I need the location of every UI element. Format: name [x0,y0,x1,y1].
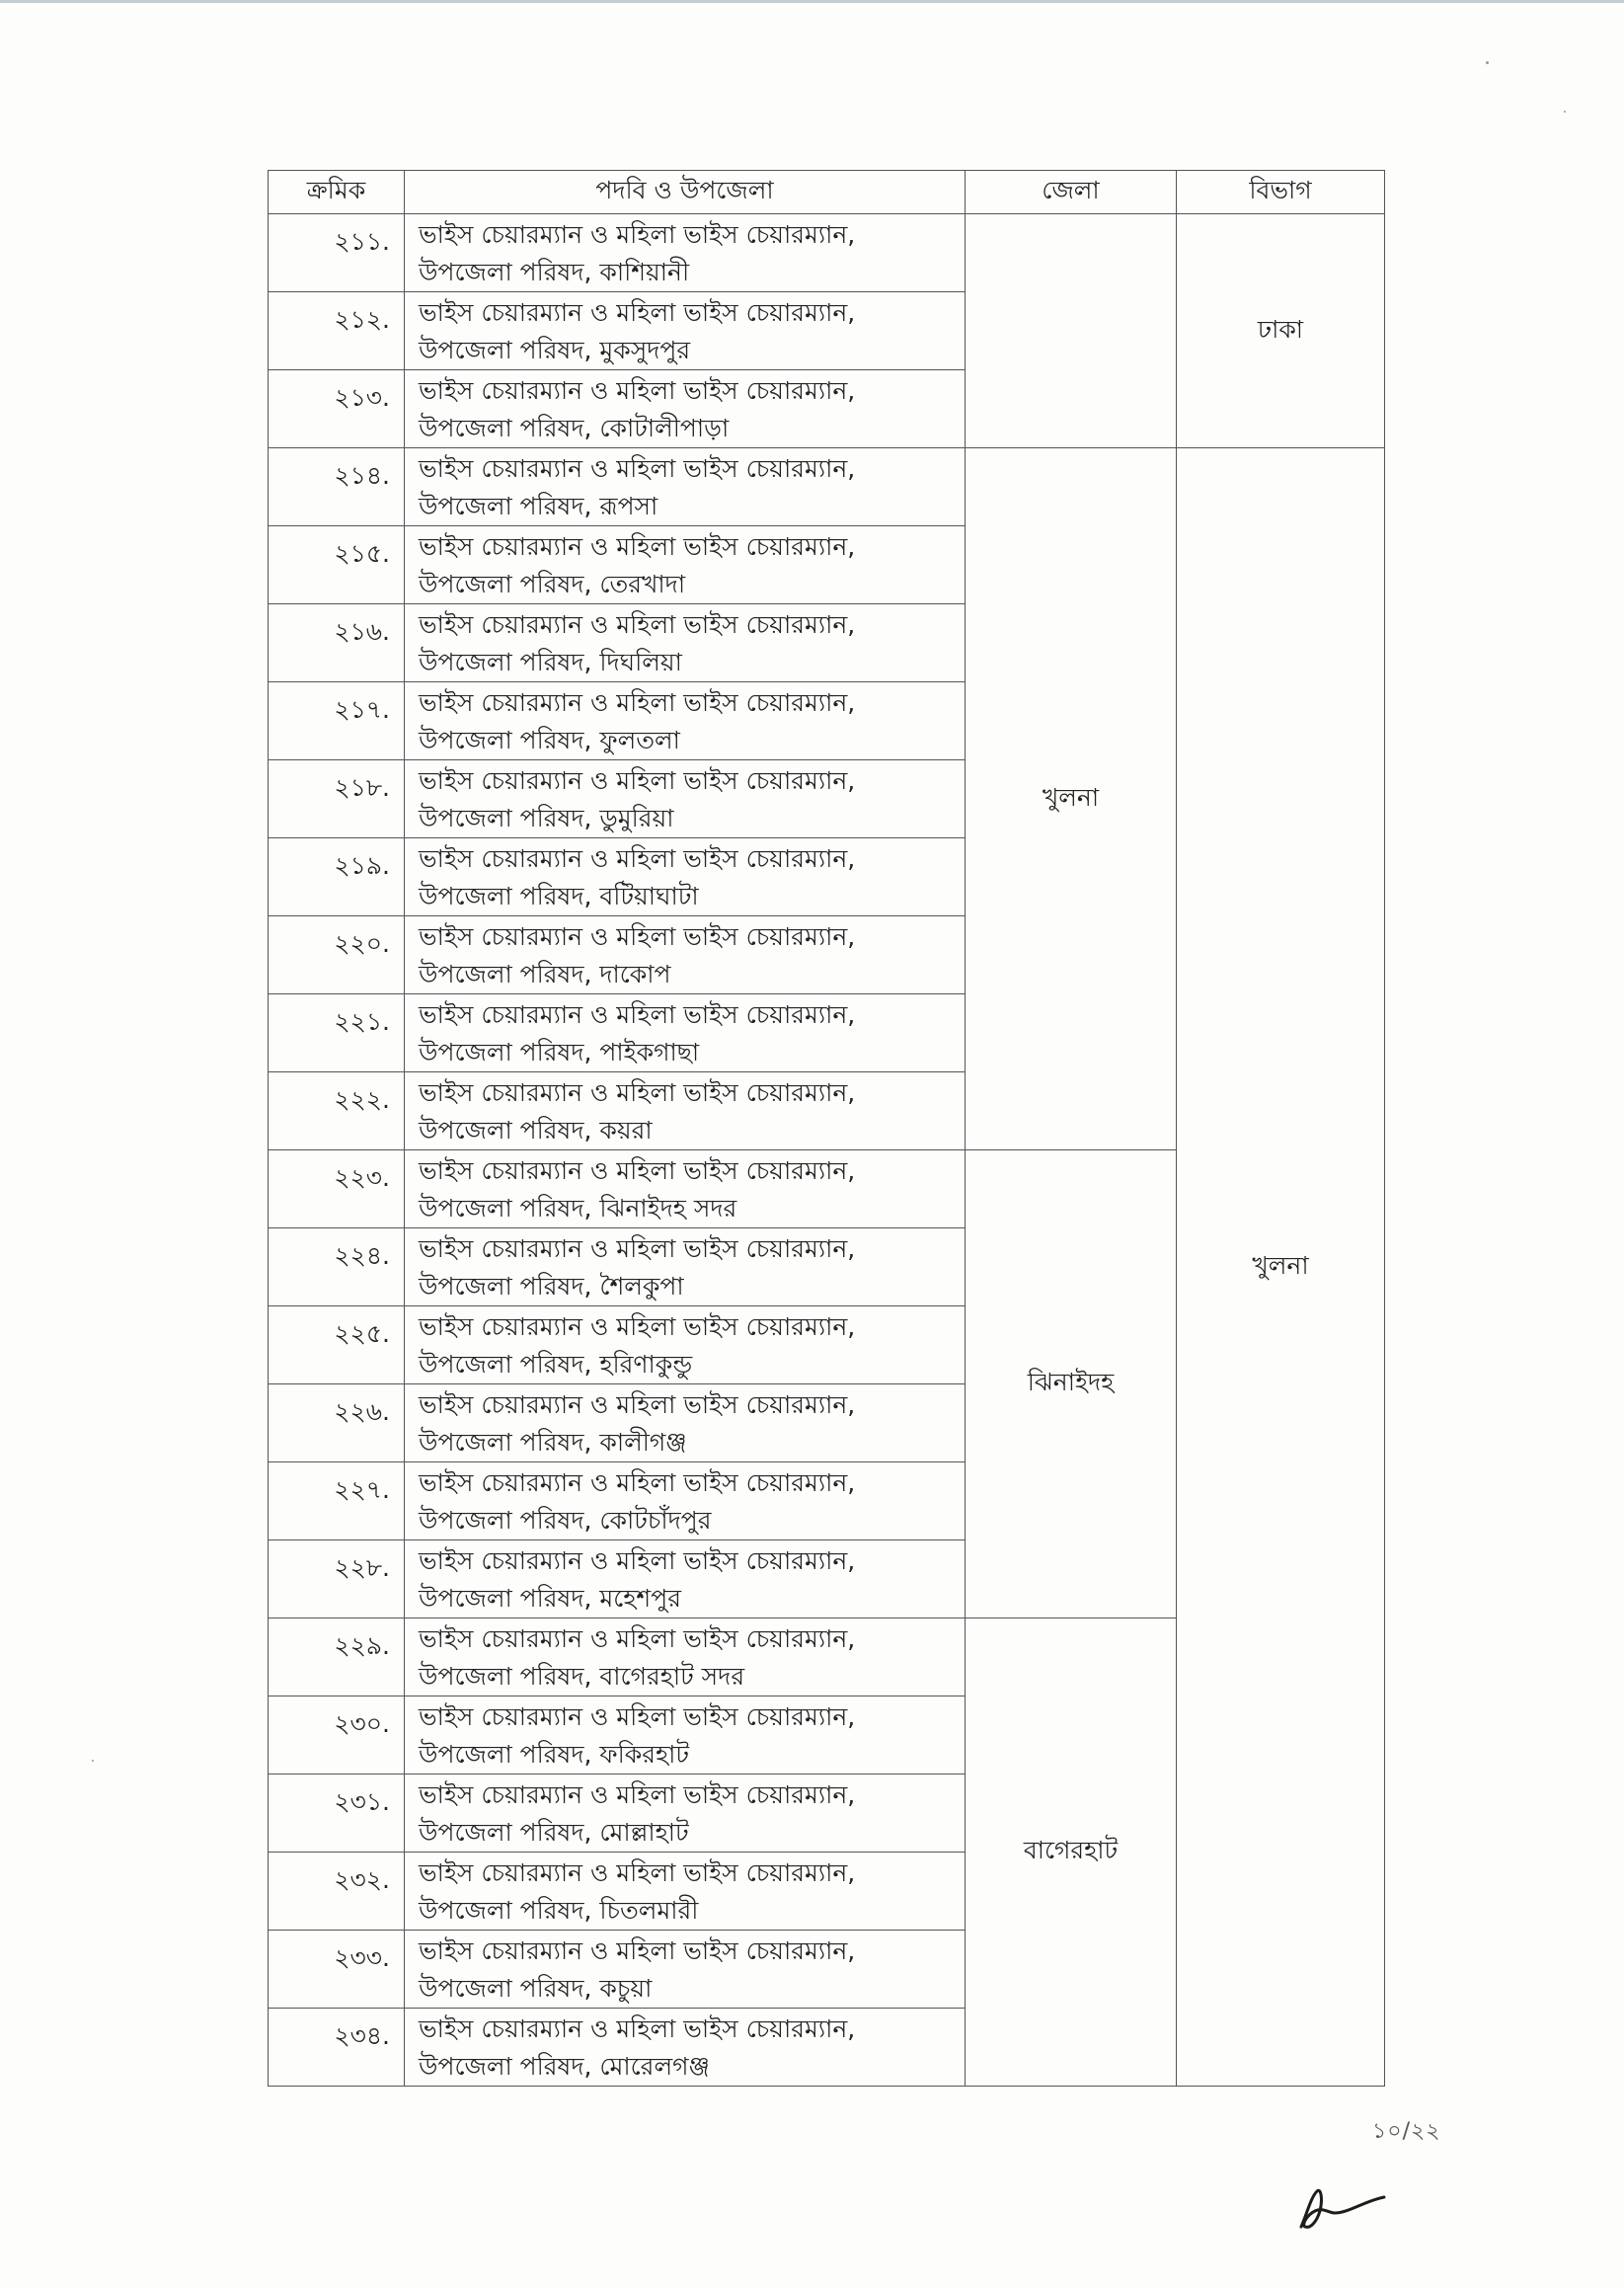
district-cell: ঝিনাইদহ [966,1150,1177,1618]
division-cell: খুলনা [1177,448,1385,2087]
post-title-line: ভাইস চেয়ারম্যান ও মহিলা ভাইস চেয়ারম্যান, [419,1702,856,1731]
scan-speck [92,1760,94,1762]
table-header-row [269,171,1385,214]
serial-cell: ২২৮. [269,1540,405,1618]
upazila-line: উপজেলা পরিষদ, বটিয়াঘাটা [419,882,699,910]
header-post: পদবি ও উপজেলা [405,171,966,214]
serial-cell: ২১৩. [269,370,405,448]
serial-cell: ২২৫. [269,1306,405,1384]
post-cell [405,760,966,838]
serial-cell: ২১৫. [269,526,405,604]
post-cell [405,604,966,682]
scan-top-edge [0,0,1624,3]
upazila-line: উপজেলা পরিষদ, কোটচাঁদপুর [419,1506,712,1535]
post-cell [405,1462,966,1540]
post-title-line: ভাইস চেয়ারম্যান ও মহিলা ভাইস চেয়ারম্যান, [419,1624,856,1653]
upazila-line: উপজেলা পরিষদ, পাইকগাছা [419,1038,700,1066]
table-body [269,214,1385,2087]
upazila-line: উপজেলা পরিষদ, মুকসুদপুর [419,336,691,364]
division-cell: ঢাকা [1177,214,1385,448]
post-title-line: ভাইস চেয়ারম্যান ও মহিলা ভাইস চেয়ারম্যান, [419,376,856,405]
upazila-line: উপজেলা পরিষদ, রূপসা [419,492,658,520]
upazila-line: উপজেলা পরিষদ, কচুয়া [419,1974,653,2003]
serial-cell: ২২৩. [269,1150,405,1228]
post-title-line: ভাইস চেয়ারম্যান ও মহিলা ভাইস চেয়ারম্যান, [419,1312,856,1341]
upazila-line: উপজেলা পরিষদ, ফকিরহাট [419,1740,690,1769]
serial-cell: ২১৭. [269,682,405,760]
serial-cell: ২৩৪. [269,2009,405,2087]
serial-cell: ২৩২. [269,1853,405,1931]
upazila-line: উপজেলা পরিষদ, শৈলকুপা [419,1272,684,1301]
upazila-line: উপজেলা পরিষদ, হরিণাকুন্ডু [419,1350,693,1379]
post-title-line: ভাইস চেয়ারম্যান ও মহিলা ভাইস চেয়ারম্যান, [419,1078,856,1107]
upazila-line: উপজেলা পরিষদ, মহেশপুর [419,1584,681,1613]
post-cell [405,1540,966,1618]
district-cell [966,214,1177,448]
serial-cell: ২১৮. [269,760,405,838]
serial-cell: ২৩৩. [269,1931,405,2009]
vice-chairman-post-table [268,170,1385,2087]
upazila-line: উপজেলা পরিষদ, মোরেলগঞ্জ [419,2052,710,2081]
serial-cell: ২২২. [269,1072,405,1150]
district-cell: খুলনা [966,448,1177,1150]
post-title-line: ভাইস চেয়ারম্যান ও মহিলা ভাইস চেয়ারম্যান, [419,766,856,795]
post-cell [405,1306,966,1384]
post-cell [405,292,966,370]
upazila-line: উপজেলা পরিষদ, মোল্লাহাট [419,1818,689,1847]
post-title-line: ভাইস চেয়ারম্যান ও মহিলা ভাইস চেয়ারম্যান, [419,1390,856,1419]
post-cell [405,2009,966,2087]
post-cell [405,838,966,916]
post-cell [405,1228,966,1306]
post-cell [405,1775,966,1853]
post-title-line: ভাইস চেয়ারম্যান ও মহিলা ভাইস চেয়ারম্যান, [419,1156,856,1185]
upazila-line: উপজেলা পরিষদ, বাগেরহাট সদর [419,1662,745,1691]
header-serial: ক্রমিক [269,171,405,214]
post-cell [405,994,966,1072]
post-title-line: ভাইস চেয়ারম্যান ও মহিলা ভাইস চেয়ারম্যান, [419,1000,856,1029]
page-number: ১০/২২ [1372,2119,1441,2144]
table-row [269,448,1385,526]
post-cell [405,448,966,526]
signature-mark [1293,2168,1402,2242]
post-title-line: ভাইস চেয়ারম্যান ও মহিলা ভাইস চেয়ারম্যান, [419,922,856,951]
post-title-line: ভাইস চেয়ারম্যান ও মহিলা ভাইস চেয়ারম্যান, [419,688,856,717]
upazila-line: উপজেলা পরিষদ, চিতলমারী [419,1896,699,1925]
upazila-line: উপজেলা পরিষদ, কয়রা [419,1116,653,1144]
post-title-line: ভাইস চেয়ারম্যান ও মহিলা ভাইস চেয়ারম্যান, [419,2014,856,2043]
post-title-line: ভাইস চেয়ারম্যান ও মহিলা ভাইস চেয়ারম্যান, [419,1546,856,1575]
upazila-line: উপজেলা পরিষদ, কালীগঞ্জ [419,1428,687,1457]
serial-cell: ২২৯. [269,1618,405,1696]
serial-cell: ২১২. [269,292,405,370]
scan-speck [1564,111,1566,113]
post-title-line: ভাইস চেয়ারম্যান ও মহিলা ভাইস চেয়ারম্যান, [419,220,856,249]
post-title-line: ভাইস চেয়ারম্যান ও মহিলা ভাইস চেয়ারম্যান, [419,454,856,483]
post-cell [405,916,966,994]
post-cell [405,1072,966,1150]
upazila-line: উপজেলা পরিষদ, ডুমুরিয়া [419,804,674,832]
post-cell [405,682,966,760]
serial-cell: ২২১. [269,994,405,1072]
post-cell [405,1618,966,1696]
serial-cell: ২২৪. [269,1228,405,1306]
post-title-line: ভাইস চেয়ারম্যান ও মহিলা ভাইস চেয়ারম্যান, [419,1858,856,1887]
header-district: জেলা [966,171,1177,214]
post-title-line: ভাইস চেয়ারম্যান ও মহিলা ভাইস চেয়ারম্যান, [419,1468,856,1497]
serial-cell: ২১১. [269,214,405,292]
post-title-line: ভাইস চেয়ারম্যান ও মহিলা ভাইস চেয়ারম্যান, [419,298,856,327]
table-row [269,214,1385,292]
upazila-line: উপজেলা পরিষদ, তেরখাদা [419,570,686,598]
upazila-line: উপজেলা পরিষদ, কোটালীপাড়া [419,414,730,442]
serial-cell: ২২৬. [269,1384,405,1462]
upazila-line: উপজেলা পরিষদ, ঝিনাইদহ সদর [419,1194,737,1223]
post-cell [405,1384,966,1462]
post-cell [405,1150,966,1228]
post-cell [405,1931,966,2009]
header-division: বিভাগ [1177,171,1385,214]
serial-cell: ২১৪. [269,448,405,526]
post-cell [405,1696,966,1775]
post-title-line: ভাইস চেয়ারম্যান ও মহিলা ভাইস চেয়ারম্যান, [419,1234,856,1263]
serial-cell: ২১৬. [269,604,405,682]
upazila-line: উপজেলা পরিষদ, ফুলতলা [419,726,680,754]
post-title-line: ভাইস চেয়ারম্যান ও মহিলা ভাইস চেয়ারম্যান, [419,532,856,561]
post-cell [405,1853,966,1931]
post-cell [405,214,966,292]
upazila-line: উপজেলা পরিষদ, কাশিয়ানী [419,258,690,286]
post-cell [405,370,966,448]
scan-speck [1486,61,1489,64]
serial-cell: ২২০. [269,916,405,994]
serial-cell: ২২৭. [269,1462,405,1540]
post-title-line: ভাইস চেয়ারম্যান ও মহিলা ভাইস চেয়ারম্যান, [419,844,856,873]
district-cell: বাগেরহাট [966,1618,1177,2087]
upazila-line: উপজেলা পরিষদ, দাকোপ [419,960,671,988]
post-cell [405,526,966,604]
post-title-line: ভাইস চেয়ারম্যান ও মহিলা ভাইস চেয়ারম্যান, [419,1936,856,1965]
serial-cell: ২১৯. [269,838,405,916]
post-title-line: ভাইস চেয়ারম্যান ও মহিলা ভাইস চেয়ারম্যান, [419,1780,856,1809]
serial-cell: ২৩০. [269,1696,405,1775]
upazila-line: উপজেলা পরিষদ, দিঘলিয়া [419,648,682,676]
post-title-line: ভাইস চেয়ারম্যান ও মহিলা ভাইস চেয়ারম্যান, [419,610,856,639]
serial-cell: ২৩১. [269,1775,405,1853]
